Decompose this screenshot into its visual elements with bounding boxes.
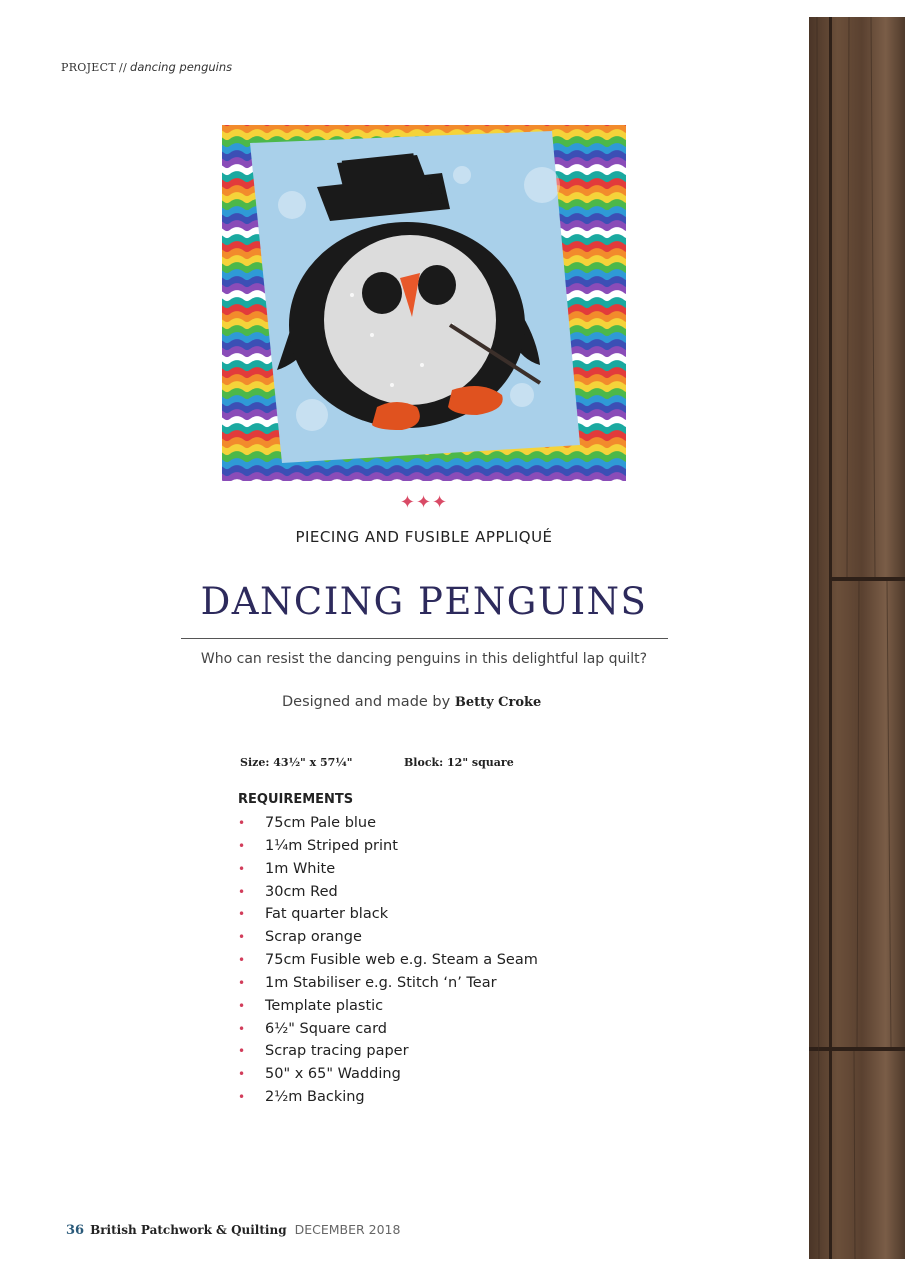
list-item: [238, 949, 538, 972]
running-header: [61, 60, 232, 74]
list-item: [238, 1063, 538, 1086]
list-item: [238, 1040, 538, 1063]
stripe-band: [222, 469, 626, 473]
list-item: [238, 835, 538, 858]
requirement-text: 6½" Square card: [265, 1020, 387, 1037]
stripe-band: [222, 476, 626, 480]
magazine-name: British Patchwork & Quilting: [90, 1223, 287, 1237]
credit-prefix: Designed and made by: [282, 694, 451, 710]
list-item: [238, 812, 538, 835]
requirement-text: 1m White: [265, 860, 336, 877]
designer-credit: [282, 694, 541, 710]
bullet-icon: •: [238, 838, 246, 853]
requirement-text: Scrap orange: [265, 929, 362, 946]
bullet-icon: •: [238, 1090, 246, 1105]
designer-name: Betty Croke: [454, 695, 542, 710]
requirement-text: Scrap tracing paper: [265, 1043, 409, 1060]
bullet-icon: •: [238, 861, 246, 876]
block-size: Block: 12" square: [404, 756, 514, 769]
penguin-quilt-block-photo: [222, 125, 626, 481]
title-divider: [181, 638, 668, 639]
bullet-icon: •: [238, 998, 246, 1013]
requirement-text: 1¼m Striped print: [265, 837, 398, 854]
issue-date: DECEMBER 2018: [294, 1222, 401, 1237]
section-label: PROJECT: [61, 61, 116, 74]
bullet-icon: •: [238, 975, 246, 990]
bullet-icon: •: [238, 953, 246, 968]
requirement-text: 30cm Red: [265, 883, 338, 900]
list-item: [238, 995, 538, 1018]
header-topic: dancing penguins: [130, 60, 233, 74]
bullet-icon: •: [238, 1021, 246, 1036]
requirement-text: 2½m Backing: [265, 1089, 365, 1106]
page-number: 36: [66, 1223, 85, 1238]
requirement-text: Fat quarter black: [265, 906, 389, 923]
requirement-text: 75cm Pale blue: [265, 815, 377, 831]
stripe-band: [222, 126, 626, 130]
requirement-text: Template plastic: [265, 997, 384, 1014]
technique-label: PIECING AND FUSIBLE APPLIQUÉ: [295, 528, 553, 546]
requirement-text: 1m Stabiliser e.g. Stitch ‘n’ Tear: [265, 974, 497, 991]
list-item: [238, 1018, 538, 1041]
requirement-text: 75cm Fusible web e.g. Steam a Seam: [265, 952, 538, 969]
list-item: [238, 1086, 538, 1109]
ornament-stars: ✦✦✦: [399, 492, 449, 513]
list-item: [238, 926, 538, 949]
bullet-icon: •: [238, 884, 246, 899]
requirements-list: [238, 812, 538, 1109]
article-title: DANCING PENGUINS: [200, 580, 648, 623]
page-footer: [66, 1222, 400, 1238]
bullet-icon: •: [238, 930, 246, 945]
bullet-icon: •: [238, 816, 246, 830]
bullet-icon: •: [238, 1067, 246, 1082]
requirement-text: 50" x 65" Wadding: [265, 1066, 401, 1083]
header-separator: //: [119, 61, 128, 74]
bullet-icon: •: [238, 1044, 246, 1059]
list-item: [238, 903, 538, 926]
requirements-heading: REQUIREMENTS: [238, 792, 354, 807]
bullet-icon: •: [238, 907, 246, 922]
article-intro: Who can resist the dancing penguins in this delightful lap quilt?: [200, 651, 648, 667]
quilt-size: Size: 43½" x 57¼": [240, 756, 353, 769]
list-item: [238, 858, 538, 881]
list-item: [238, 881, 538, 904]
wood-background-photo: [809, 17, 905, 1259]
list-item: [238, 972, 538, 995]
